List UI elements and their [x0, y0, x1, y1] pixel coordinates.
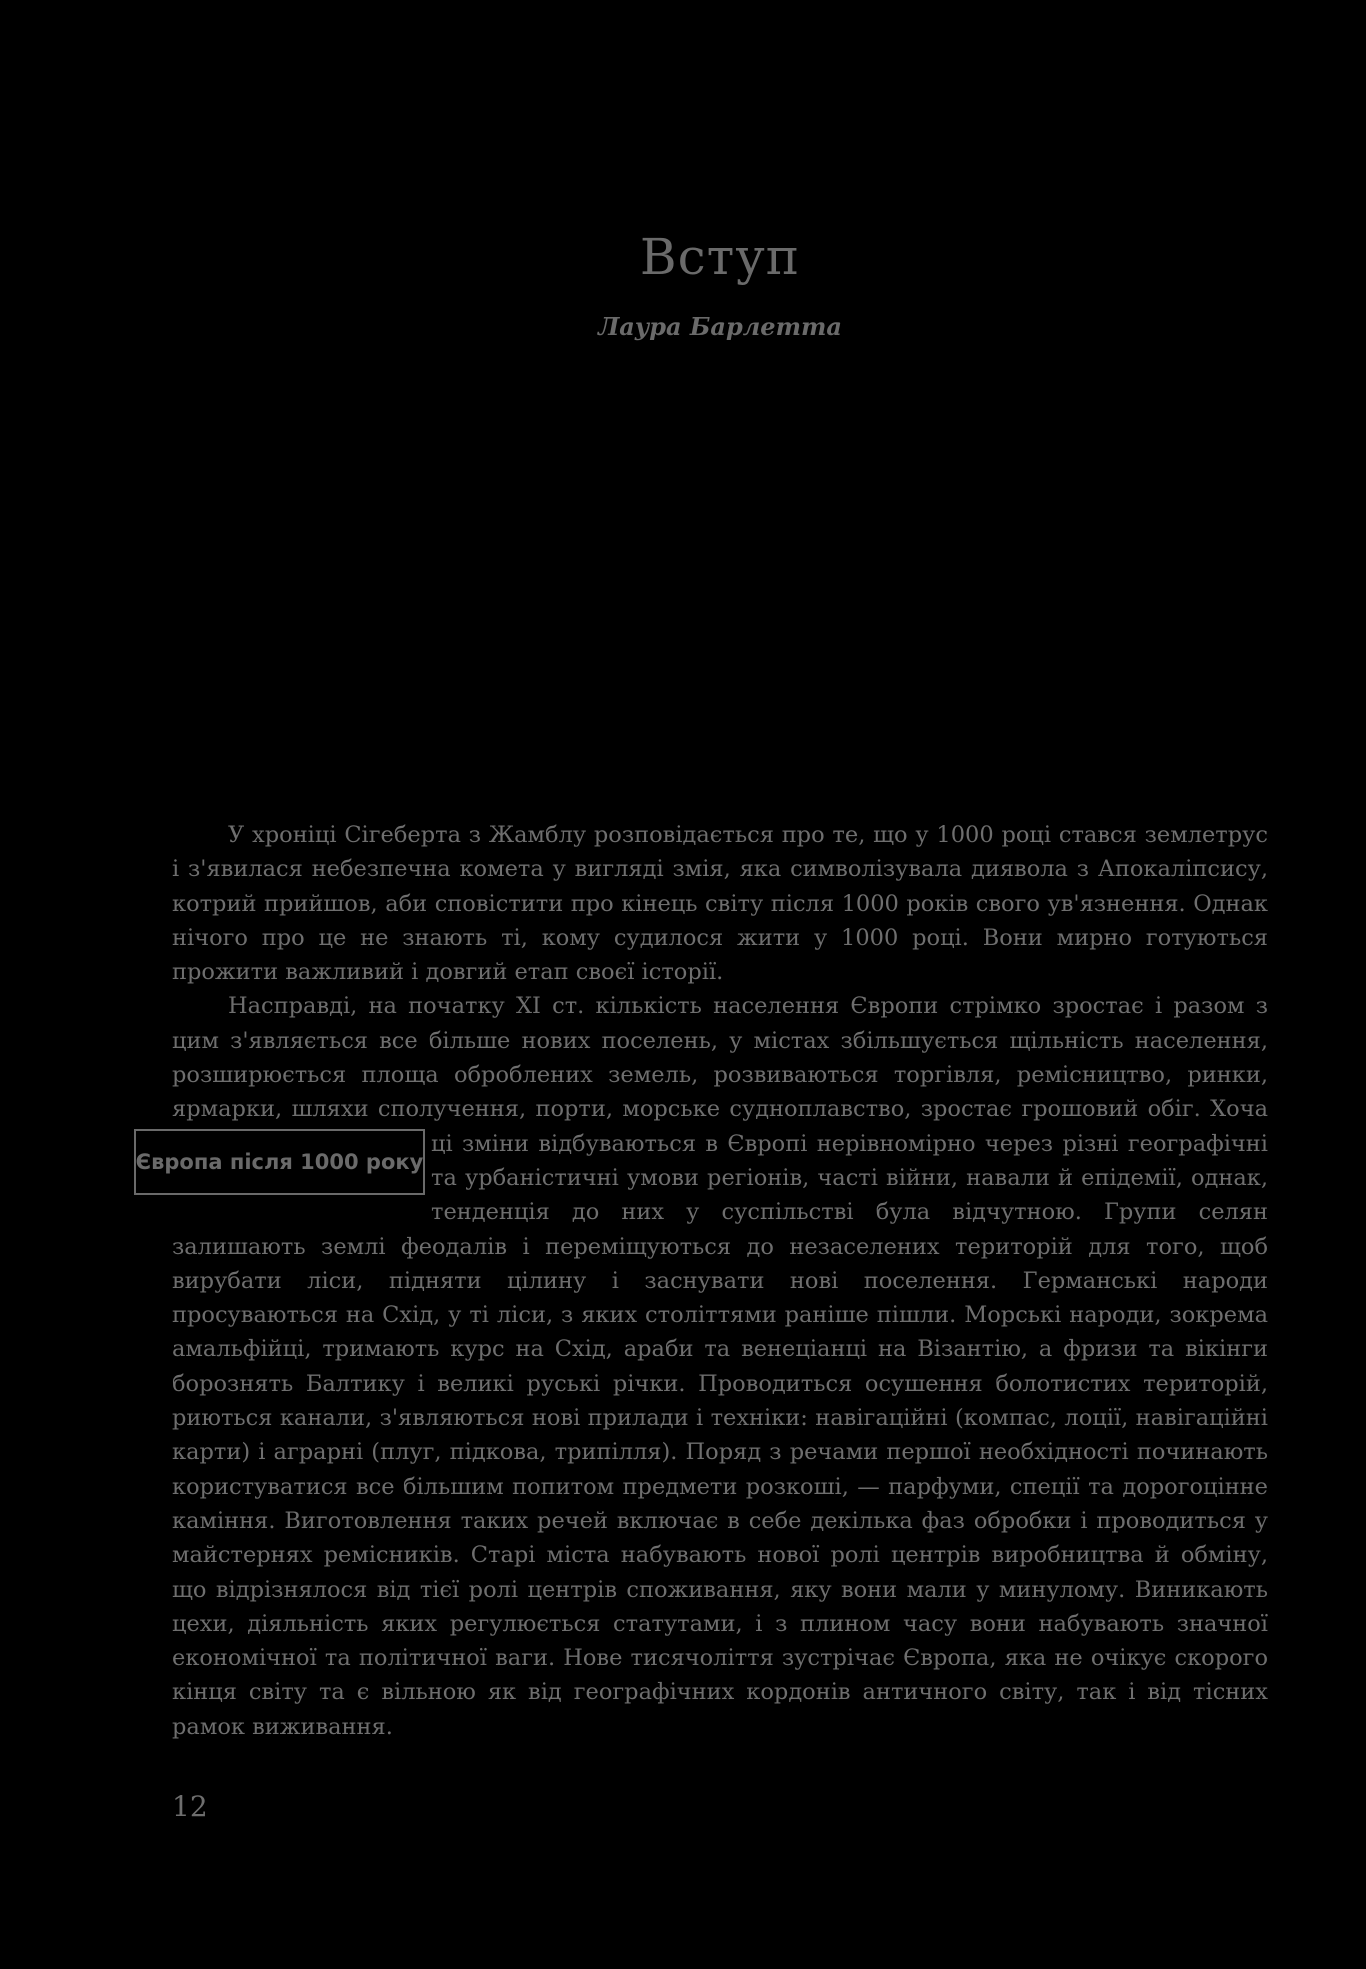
page-title: Вступ: [639, 228, 801, 286]
page-number: 12: [172, 1790, 208, 1823]
sidenote-box: Європа після 1000 року: [134, 1129, 425, 1195]
paragraph-2: [135, 989, 1268, 1744]
author-name: Лаура Барлетта: [598, 312, 842, 341]
paragraph-2-part-1: Насправді, на початку XI ст. кількість населення Європи стрімко зростає і разом з цим з'являється все більше нових поселень, у містах збільшується щільність населення, розширюється площа оброблених земель, розвиваються торгівля, ремісництво, ринки, ярмарки, шляхи сполучення, порти, морське судноплавство, зростає грошовий обіг. Хоча ці зміни відбуваються в Європі нерівномірно через різні геогра: [172, 993, 1268, 1157]
body-text: [135, 818, 1268, 1744]
paragraph-2-part-2: фічні та урбаністичні умови регіонів, часті війни, навали й епідемії, однак, тенденція до них у суспільстві була відчутною. Групи селян залишають землі феодалів і переміщуються до незаселених територій для того, щоб вирубати ліси, підняти цілину і заснувати нові поселення. Германські народи просуваються на Схід, у ті ліси, з яких століттями раніше пішли. Морські народи, зокрема амальфійці, тримають курс на Схід, араби та венеціанці на Візантію, а фризи та вікінги борознять Балтику і великі руські річки. Проводиться осушення болотистих територій, риються канали, з'являються нові прилади і техніки: навігаційні (компас, лоції, навігаційні карти) і аграрні (плуг, підкова, трипілля). Поряд з речами першої необхідності починають користуватися все більшим попитом предмети розкоші, — парфуми, спеції та дорогоцінне каміння. Виготовлення таких речей включає в себе декілька фаз обробки і проводиться у майстернях ремісників. Старі міста набувають нової ролі центрів виробництва й обміну, що відрізнялося від тієї ролі центрів споживання, яку вони мали у минулому. Виникають цехи, діяльність яких регулюється статутами, і з плином часу вони набувають значної економічної та політичної ваги. Нове тисячоліття зустрічає Європа, яка не очікує скорого кінця світу та є вільною як від географічних кордонів античного світу, так і від тісних рамок виживання.: [172, 1130, 1268, 1740]
paragraph-1: У хроніці Сігеберта з Жамблу розповідається про те, що у 1000 році стався землетрус і з'явилася небезпечна комета у вигляді змія, яка символізувала диявола з Апокаліпсису, котрий прийшов, аби сповістити про кінець світу після 1000 років свого ув'язнення. Однак нічого про це не знають ті, кому судилося жити у 1000 році. Вони мирно готуються прожити важливий і довгий етап своєї історії.: [172, 822, 1268, 986]
